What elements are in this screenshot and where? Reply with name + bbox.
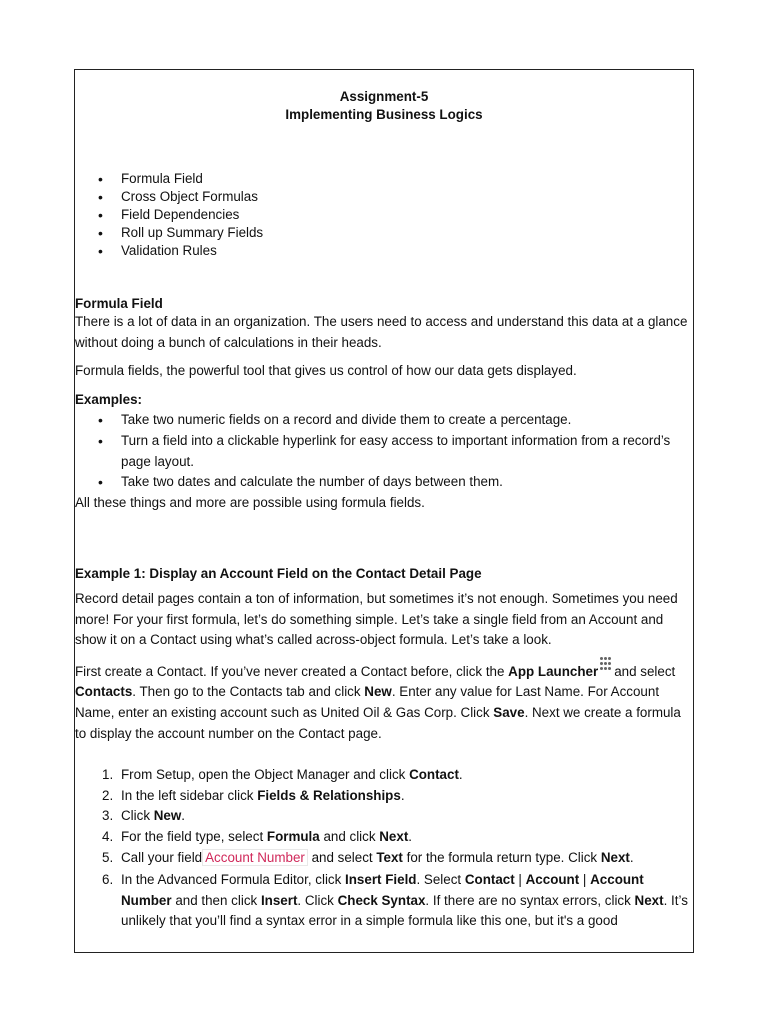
- text-run: .: [408, 828, 413, 844]
- formula-tool-paragraph: Formula fields, the powerful tool that gives us control of how our data gets displayed.: [75, 363, 577, 379]
- text-run: for the formula return type. Click: [402, 850, 601, 866]
- bold-term: Check Syntax: [337, 892, 426, 908]
- bold-term: Insert: [260, 892, 298, 908]
- bold-term: New: [153, 808, 182, 824]
- example1-heading: Example 1: Display an Account Field on the Contact Detail Page: [75, 566, 482, 582]
- topics-list: [75, 170, 693, 260]
- list-item: [75, 786, 693, 807]
- title-line-2: Implementing Business Logics: [285, 107, 483, 122]
- step-number: 4.: [102, 828, 114, 844]
- text-run: . Enter any value for Last Name. For Account Name, enter an existing account such as United Oil & Gas Corp. Click: [75, 684, 660, 720]
- examples-list: [75, 410, 693, 492]
- text-run: . If there are no syntax errors, click: [425, 892, 635, 908]
- list-item: [75, 870, 693, 932]
- list-item: • Take two numeric fields on a record and divide them to create a percentage.: [75, 410, 693, 431]
- list-item: • Turn a field into a clickable hyperlink for easy access to important information from a record’s page layout.: [75, 431, 693, 472]
- text-run: Call your field: [121, 850, 203, 866]
- text-run: .: [400, 787, 405, 803]
- bold-term: Contact: [464, 872, 515, 888]
- text-run: . It’s unlikely that you’ll find a syntax error in a simple formula like this one, but it's a good: [121, 892, 688, 929]
- list-item: [75, 765, 693, 786]
- list-item: • Validation Rules: [75, 242, 693, 260]
- text-run: For the field type, select: [121, 828, 267, 844]
- formula-intro-paragraph: There is a lot of data in an organization. The users need to access and understand this data at a glance without doing a bunch of calculations in their heads.: [75, 314, 688, 350]
- save-label: Save: [493, 704, 525, 720]
- text-run: Click: [121, 808, 154, 824]
- text-run: |: [579, 872, 591, 888]
- bold-term: Formula: [266, 828, 320, 844]
- new-label: New: [364, 684, 392, 700]
- list-item: [75, 806, 693, 827]
- app-launcher-icon: [599, 661, 613, 677]
- example1-instructions-paragraph: [75, 661, 693, 744]
- text-run: . Click: [297, 892, 338, 908]
- text-run: In the Advanced Formula Editor, click: [121, 872, 346, 888]
- example1-intro-paragraph: Record detail pages contain a ton of information, but sometimes it’s not enough. Sometimes you need more! For your first formula, let’s do something simple. Let’s take a single field from an Account and show it on a Contact using what’s called across-object formula. Let’s take a look.: [75, 590, 678, 648]
- bold-term: Account: [525, 872, 580, 888]
- text-run: .: [181, 808, 186, 824]
- text-run: From Setup, open the Object Manager and click: [121, 767, 410, 783]
- bold-term: Insert Field: [345, 872, 417, 888]
- bold-term: Text: [376, 850, 403, 866]
- highlighted-field-name: Account Number: [202, 849, 308, 866]
- list-item: • Roll up Summary Fields: [75, 224, 693, 242]
- text-run: and select: [614, 663, 676, 679]
- text-run: |: [514, 872, 526, 888]
- list-item: • Formula Field: [75, 170, 693, 188]
- document-title: [75, 88, 693, 124]
- list-item: • Cross Object Formulas: [75, 188, 693, 206]
- step-number: 2.: [102, 787, 114, 803]
- bold-term: Contact: [409, 767, 459, 783]
- formula-closing-paragraph: All these things and more are possible using formula fields.: [75, 494, 425, 510]
- step-number: 1.: [102, 767, 114, 783]
- bold-term: Account Number: [121, 872, 644, 908]
- text-run: . Next we create a formula to display the account number on the Contact page.: [75, 704, 681, 741]
- app-launcher-label: App Launcher: [508, 663, 599, 679]
- title-line-1: Assignment-5: [339, 89, 429, 104]
- text-run: .: [458, 767, 463, 783]
- text-run: . Then go to the Contacts tab and click: [132, 684, 365, 700]
- list-item: • Field Dependencies: [75, 206, 693, 224]
- text-run: First create a Contact. If you’ve never created a Contact before, click the: [75, 663, 509, 679]
- step-number: 5.: [102, 850, 114, 866]
- formula-field-heading: Formula Field: [75, 296, 163, 311]
- contacts-label: Contacts: [75, 684, 133, 700]
- text-run: . Select: [416, 872, 465, 888]
- bold-term: Next: [600, 850, 630, 866]
- bold-term: Next: [379, 828, 409, 844]
- text-run: In the left sidebar click: [121, 787, 258, 803]
- list-item: • Take two dates and calculate the number of days between them.: [75, 472, 693, 493]
- text-run: .: [629, 850, 634, 866]
- text-run: and select: [307, 850, 377, 866]
- steps-list: [75, 765, 693, 932]
- examples-label: Examples:: [75, 391, 142, 407]
- text-run: and then click: [171, 892, 261, 908]
- step-number: 3.: [102, 808, 114, 824]
- bold-term: Next: [634, 892, 664, 908]
- list-item: [75, 848, 693, 869]
- step-number: 6.: [102, 872, 114, 888]
- document-body: [75, 88, 693, 932]
- bold-term: Fields & Relationships: [257, 787, 401, 803]
- list-item: [75, 827, 693, 848]
- text-run: and click: [319, 828, 380, 844]
